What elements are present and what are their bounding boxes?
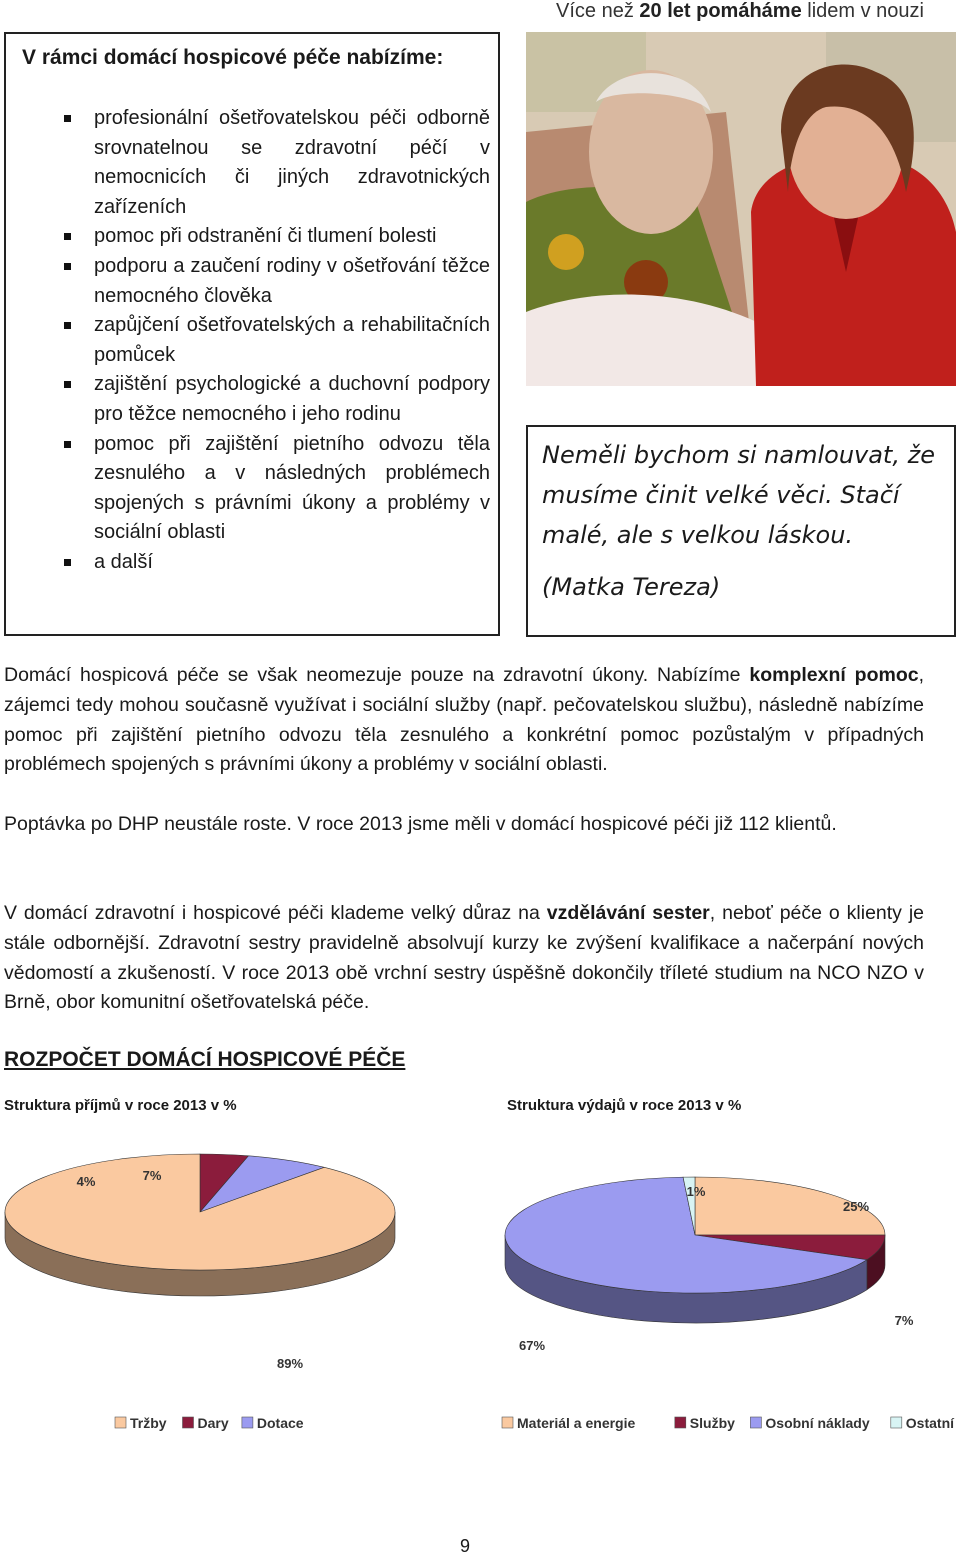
offer-box (4, 32, 500, 636)
pie-data-label: 4% (76, 1174, 96, 1189)
income-pie-chart (0, 1150, 470, 1480)
offer-item: pomoc při odstranění či tlumení bolesti (56, 222, 490, 252)
budget-heading: ROZPOČET DOMÁCÍ HOSPICOVÉ PÉČE (4, 1048, 406, 1071)
offer-list (56, 104, 490, 578)
legend-swatch (675, 1417, 686, 1428)
pie-data-label: 1% (686, 1184, 706, 1199)
paragraph-bold: vzdělávání sester (546, 902, 710, 924)
legend-label: Dotace (256, 1415, 304, 1431)
legend-label: Služby (689, 1415, 735, 1431)
quote-box (526, 425, 956, 637)
offer-item: pomoc při zajištění pietního odvozu těla zesnulého a v následných problémech spojených s právními úkony a problémy v sociální oblasti (56, 430, 490, 548)
legend-swatch (891, 1417, 902, 1428)
paragraph-text: V domácí zdravotní i hospicové péči klademe velký důraz na (4, 902, 547, 924)
quote-text: Neměli bychom si namlouvat, že musíme činit velké věci. Stačí malé, ale s velkou láskou. (542, 441, 935, 549)
tagline-text-end: lidem v nouzi (801, 0, 924, 22)
header-tagline (556, 0, 924, 23)
photo-elderly-woman-and-nurse (526, 32, 956, 386)
pie-data-label: 25% (842, 1199, 870, 1214)
pie-data-label: 7% (894, 1313, 914, 1328)
expenses-pie-chart (490, 1150, 955, 1480)
tagline-text: Více než (556, 0, 640, 22)
chart-title-income: Struktura příjmů v roce 2013 v % (4, 1097, 237, 1114)
legend-swatch (502, 1417, 513, 1428)
legend-label: Dary (197, 1415, 229, 1431)
paragraph-complex-care (4, 661, 924, 780)
pie-slice-Tržby (5, 1154, 395, 1270)
legend-label: Tržby (130, 1415, 167, 1431)
tagline-bold: 20 let pomáháme (639, 0, 802, 22)
pie-data-label: 67% (518, 1338, 546, 1353)
offer-item: zapůjčení ošetřovatelských a rehabilitačních pomůcek (56, 311, 490, 370)
pie-data-label: 89% (276, 1356, 304, 1371)
legend-label: Ostatní (905, 1415, 955, 1431)
paragraph-text: , neboť péče o klienty je stále odbornější. Zdravotní sestry pravidelně absolvují kurzy ke zvýšení kvalifikace a načerpání nových vědomostí a zkušeností. V roce 2013 obě vrchní sestry úspěšně dokončily tříleté studium na NCO NZO v Brně, obor komunitní ošetřovatelská péče. (4, 902, 925, 1014)
quote-author: (Matka Tereza) (542, 573, 721, 601)
offer-title: V rámci domácí hospicové péče nabízíme: (22, 46, 444, 69)
offer-item: a další (56, 548, 490, 578)
page-number: 9 (459, 1536, 470, 1556)
paragraph-demand: Poptávka po DHP neustále roste. V roce 2013 jsme měli v domácí hospicové péči již 112 klientů. (4, 813, 837, 835)
offer-item: profesionální ošetřovatelskou péči odborně srovnatelnou se zdravotní péčí v nemocnicích či jiných zdravotnických zařízeních (56, 104, 490, 222)
legend-label: Materiál a energie (517, 1415, 636, 1431)
legend-swatch (242, 1417, 253, 1428)
paragraph-text: Domácí hospicová péče se však neomezuje pouze na zdravotní úkony. Nabízíme (4, 664, 750, 686)
legend-swatch (750, 1417, 761, 1428)
pie-data-label: 7% (142, 1168, 162, 1183)
offer-item: podporu a zaučení rodiny v ošetřování těžce nemocného člověka (56, 252, 490, 311)
offer-item: zajištění psychologické a duchovní podpory pro těžce nemocného i jeho rodinu (56, 370, 490, 429)
legend-swatch (115, 1417, 126, 1428)
paragraph-text: , zájemci tedy mohou současně využívat i sociální služby (např. pečovatelskou službu), následně nabízíme pomoc při zajištění pietního odvozu těla zesnulého a konkrétní pomoc pozůstalým v případných problémech spojených s právními úkony a problémy v sociální oblasti. (4, 664, 925, 776)
legend-swatch (183, 1417, 194, 1428)
paragraph-education (4, 899, 924, 1018)
legend-label: Osobní náklady (765, 1415, 870, 1431)
paragraph-bold: komplexní pomoc (749, 664, 919, 686)
chart-title-expenses: Struktura výdajů v roce 2013 v % (507, 1097, 742, 1114)
